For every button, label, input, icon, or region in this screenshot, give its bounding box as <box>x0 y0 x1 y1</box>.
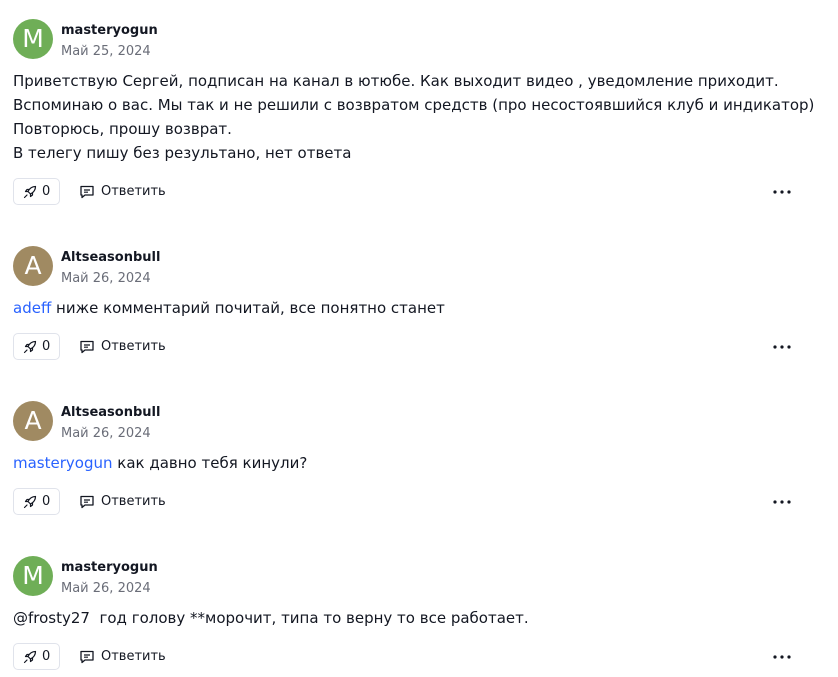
comment-author[interactable]: masteryogun <box>61 560 158 575</box>
comment-icon <box>79 185 95 199</box>
comment-text-line: Вспоминаю о вас. Мы так и не решили с возвратом средств (про несостоявшийся клуб и индикатор) <box>13 96 815 114</box>
more-options-button[interactable] <box>770 492 794 512</box>
rocket-icon <box>23 495 37 509</box>
more-dots-icon <box>773 190 791 194</box>
more-options-button[interactable] <box>770 337 794 357</box>
reply-label: Ответить <box>101 494 166 509</box>
more-dots-icon <box>773 655 791 659</box>
comment-author[interactable]: Altseasonbull <box>61 405 161 420</box>
rocket-icon <box>23 650 37 664</box>
more-dots-icon <box>773 345 791 349</box>
avatar[interactable]: A <box>13 246 53 286</box>
reply-label: Ответить <box>101 184 166 199</box>
more-options-button[interactable] <box>770 182 794 202</box>
boost-count: 0 <box>42 184 51 199</box>
comment-text <box>13 296 445 320</box>
boost-count: 0 <box>42 494 51 509</box>
comment-text-line: В телегу пишу без результано, нет ответа <box>13 144 352 162</box>
rocket-icon <box>23 340 37 354</box>
reply-label: Ответить <box>101 339 166 354</box>
rocket-icon <box>23 185 37 199</box>
boost-button[interactable] <box>13 488 60 515</box>
comment-text: @frosty27 год голову **морочит, типа то верну то все работает. <box>13 609 529 627</box>
boost-button[interactable] <box>13 643 60 670</box>
reply-label: Ответить <box>101 649 166 664</box>
comment-date: Май 26, 2024 <box>61 271 151 286</box>
comment-date: Май 26, 2024 <box>61 581 151 596</box>
mention-link[interactable]: masteryogun <box>13 454 113 472</box>
comment-author[interactable]: Altseasonbull <box>61 250 161 265</box>
comment-date: Май 25, 2024 <box>61 44 151 59</box>
avatar[interactable]: M <box>13 19 53 59</box>
comment-icon <box>79 495 95 509</box>
comment-date: Май 26, 2024 <box>61 426 151 441</box>
boost-count: 0 <box>42 649 51 664</box>
boost-count: 0 <box>42 339 51 354</box>
comment-text-line: Приветствую Сергей, подписан на канал в ютюбе. Как выходит видео , уведомление приходит. <box>13 72 779 90</box>
comment-text-content: как давно тебя кинули? <box>112 454 308 472</box>
boost-button[interactable] <box>13 178 60 205</box>
boost-button[interactable] <box>13 333 60 360</box>
more-options-button[interactable] <box>770 647 794 667</box>
comment-text <box>13 451 307 475</box>
comment-text-line: Повторюсь, прошу возврат. <box>13 120 232 138</box>
comment-icon <box>79 340 95 354</box>
comment-author[interactable]: masteryogun <box>61 23 158 38</box>
avatar[interactable]: A <box>13 401 53 441</box>
more-dots-icon <box>773 500 791 504</box>
comment-text-content: ниже комментарий почитай, все понятно станет <box>51 299 445 317</box>
comment-text <box>13 69 814 165</box>
comment-icon <box>79 650 95 664</box>
avatar[interactable]: M <box>13 556 53 596</box>
mention-link[interactable]: adeff <box>13 299 52 317</box>
